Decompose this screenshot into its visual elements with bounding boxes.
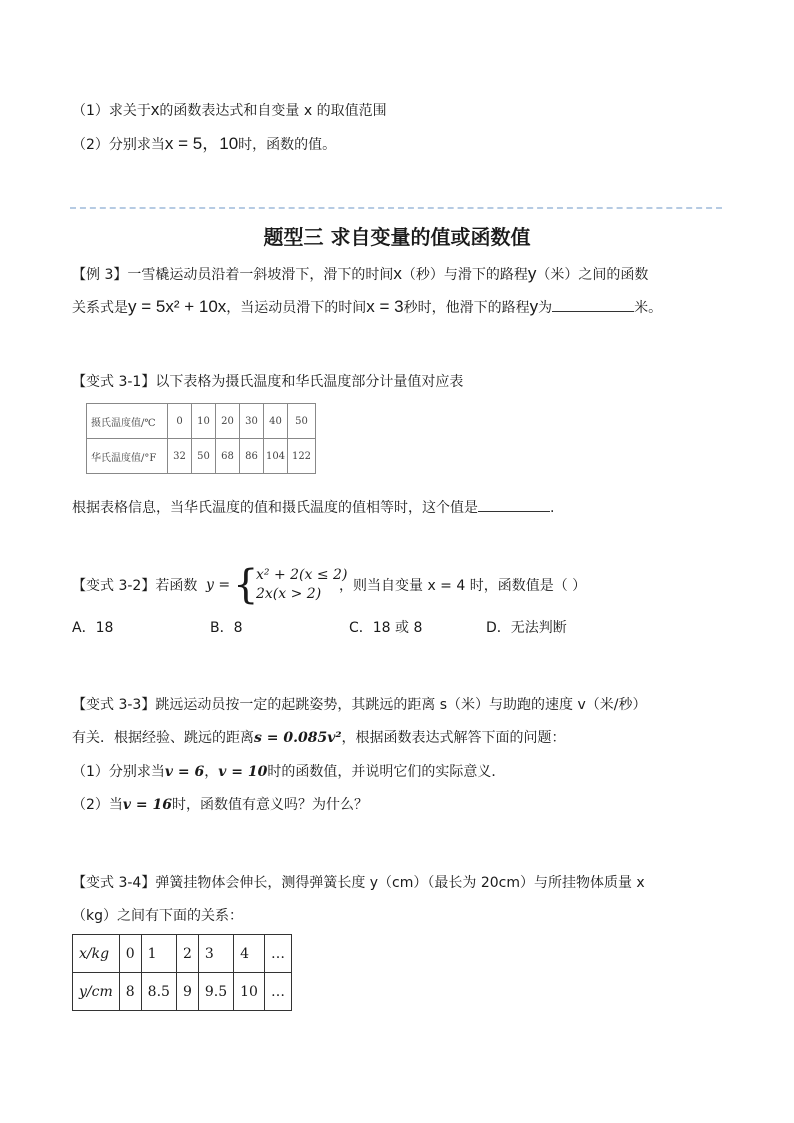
variant-3-3-text: 有关．根据经验、跳远的距离 xyxy=(72,730,254,746)
variable-y: y xyxy=(527,264,537,283)
example-3-text: 关系式是 xyxy=(72,300,128,316)
option-a[interactable]: A．18 xyxy=(72,620,114,636)
variant-3-2-question: ，则当自变量 x = 4 时，函数值是（ ） xyxy=(339,578,587,594)
answer-blank[interactable] xyxy=(478,497,550,512)
table-cell: 2 xyxy=(176,935,198,973)
example-3-line-1 xyxy=(72,264,648,285)
table-cell: 104 xyxy=(264,439,288,474)
option-d[interactable]: D．无法判断 xyxy=(486,620,567,636)
table-row xyxy=(73,973,292,1011)
variant-3-2-text: 【变式 3-2】若函数 xyxy=(72,578,198,594)
table-cell: 1 xyxy=(141,935,176,973)
table-cell: 10 xyxy=(192,404,216,439)
variant-3-1-intro: 【变式 3-1】以下表格为摄氏温度和华氏温度部分计量值对应表 xyxy=(72,374,464,390)
variant-3-3-text: ，根据函数表达式解答下面的问题： xyxy=(341,730,566,746)
table-cell: 9.5 xyxy=(198,973,233,1011)
table-cell: 9 xyxy=(176,973,198,1011)
table-cell: 122 xyxy=(288,439,316,474)
example-3-text: ，当运动员滑下的时间 xyxy=(226,300,367,316)
variant-3-3-line-3 xyxy=(72,762,505,782)
v-value-1: v = 6 xyxy=(164,764,205,780)
answer-blank[interactable] xyxy=(552,297,634,312)
variant-3-4-line-2: （kg）之间有下面的关系： xyxy=(72,908,243,924)
table-cell: 32 xyxy=(168,439,192,474)
variant-3-3-line-4 xyxy=(72,795,368,815)
variable-x: x xyxy=(150,100,160,119)
table-header-cell: 华氏温度值/°F xyxy=(87,439,168,474)
table-cell: 0 xyxy=(168,404,192,439)
variant-3-3-line-2 xyxy=(72,728,565,748)
variant-3-1-question xyxy=(72,497,554,518)
section-title: 题型三 求自变量的值或函数值 xyxy=(263,225,531,249)
spring-table xyxy=(72,934,292,1011)
example-3-text: 秒时，他滑下的路程 xyxy=(403,300,530,316)
question-1-text-end: 的函数表达式和自变量 x 的取值范围 xyxy=(159,103,387,119)
table-cell: 50 xyxy=(192,439,216,474)
table-cell: 10 xyxy=(234,973,265,1011)
x-value: x = 3 xyxy=(366,297,404,316)
piecewise-case-1: x² + 2(x ≤ 2) xyxy=(256,567,348,583)
v-value-3: v = 16 xyxy=(122,797,173,813)
variant-3-3-text: 时的函数值，并说明它们的实际意义． xyxy=(267,764,506,780)
table-cell: 40 xyxy=(264,404,288,439)
variant-3-3-text: 时，函数值有意义吗？为什么？ xyxy=(172,797,369,813)
example-3-text: 为 xyxy=(538,300,553,316)
variant-3-3-line-1: 【变式 3-3】跳远运动员按一定的起跳姿势，其跳远的距离 s（米）与助跑的速度 v（米/秒） xyxy=(72,697,647,713)
table-cell: 0 xyxy=(119,935,141,973)
table-row xyxy=(87,404,316,439)
piecewise-case-2: 2x(x > 2) xyxy=(256,586,322,602)
table-cell: … xyxy=(264,935,291,973)
question-1-text: （1）求关于 xyxy=(72,103,151,119)
question-2-values: x = 5，10 xyxy=(164,134,239,153)
table-cell: 8.5 xyxy=(141,973,176,1011)
question-end: . xyxy=(550,500,555,516)
table-header-cell: 摄氏温度值/℃ xyxy=(87,404,168,439)
table-row xyxy=(87,439,316,474)
table-cell: 86 xyxy=(240,439,264,474)
table-cell: 50 xyxy=(288,404,316,439)
question-2-text: （2）分别求当 xyxy=(72,137,165,153)
section-divider xyxy=(70,207,722,209)
variant-3-2-label xyxy=(72,576,197,596)
option-b[interactable]: B．8 xyxy=(210,620,243,636)
table-header-cell: y/cm xyxy=(73,973,120,1011)
example-3-line-2 xyxy=(72,297,662,318)
variable-x: x xyxy=(393,264,402,283)
function-y-equals: y = xyxy=(206,577,231,593)
option-c[interactable]: C．18 或 8 xyxy=(349,620,423,636)
example-3-text: （秒）与滑下的路程 xyxy=(401,267,528,283)
distance-formula: s = 0.085v² xyxy=(254,730,342,746)
example-3-text: 米。 xyxy=(634,300,663,316)
table-cell: 8 xyxy=(119,973,141,1011)
variant-3-4-line-1: 【变式 3-4】弹簧挂物体会伸长，测得弹簧长度 y（cm）（最长为 20cm）与所挂物体质量 x xyxy=(72,875,645,891)
table-cell: 4 xyxy=(234,935,265,973)
table-cell: 68 xyxy=(216,439,240,474)
separator: ， xyxy=(204,764,219,780)
v-value-2: v = 10 xyxy=(218,764,268,780)
variable-y: y xyxy=(529,297,539,316)
question-2 xyxy=(72,134,336,155)
brace-icon: { xyxy=(233,562,259,608)
temperature-table xyxy=(86,403,316,474)
table-cell: 30 xyxy=(240,404,264,439)
question-text: 根据表格信息，当华氏温度的值和摄氏温度的值相等时，这个值是 xyxy=(72,500,478,516)
table-row xyxy=(73,935,292,973)
table-cell: 20 xyxy=(216,404,240,439)
example-3-text: （米）之间的函数 xyxy=(536,267,649,283)
function-formula: y = 5x² + 10x xyxy=(128,297,227,316)
table-cell: 3 xyxy=(198,935,233,973)
variant-3-3-text: （2）当 xyxy=(72,797,123,813)
table-header-cell: x/kg xyxy=(73,935,120,973)
question-1 xyxy=(72,100,387,121)
question-2-text-end: 时，函数的值。 xyxy=(238,137,337,153)
variant-3-3-text: （1）分别求当 xyxy=(72,764,165,780)
example-3-text: 【例 3】一雪橇运动员沿着一斜坡滑下，滑下的时间 xyxy=(72,267,394,283)
table-cell: … xyxy=(264,973,291,1011)
